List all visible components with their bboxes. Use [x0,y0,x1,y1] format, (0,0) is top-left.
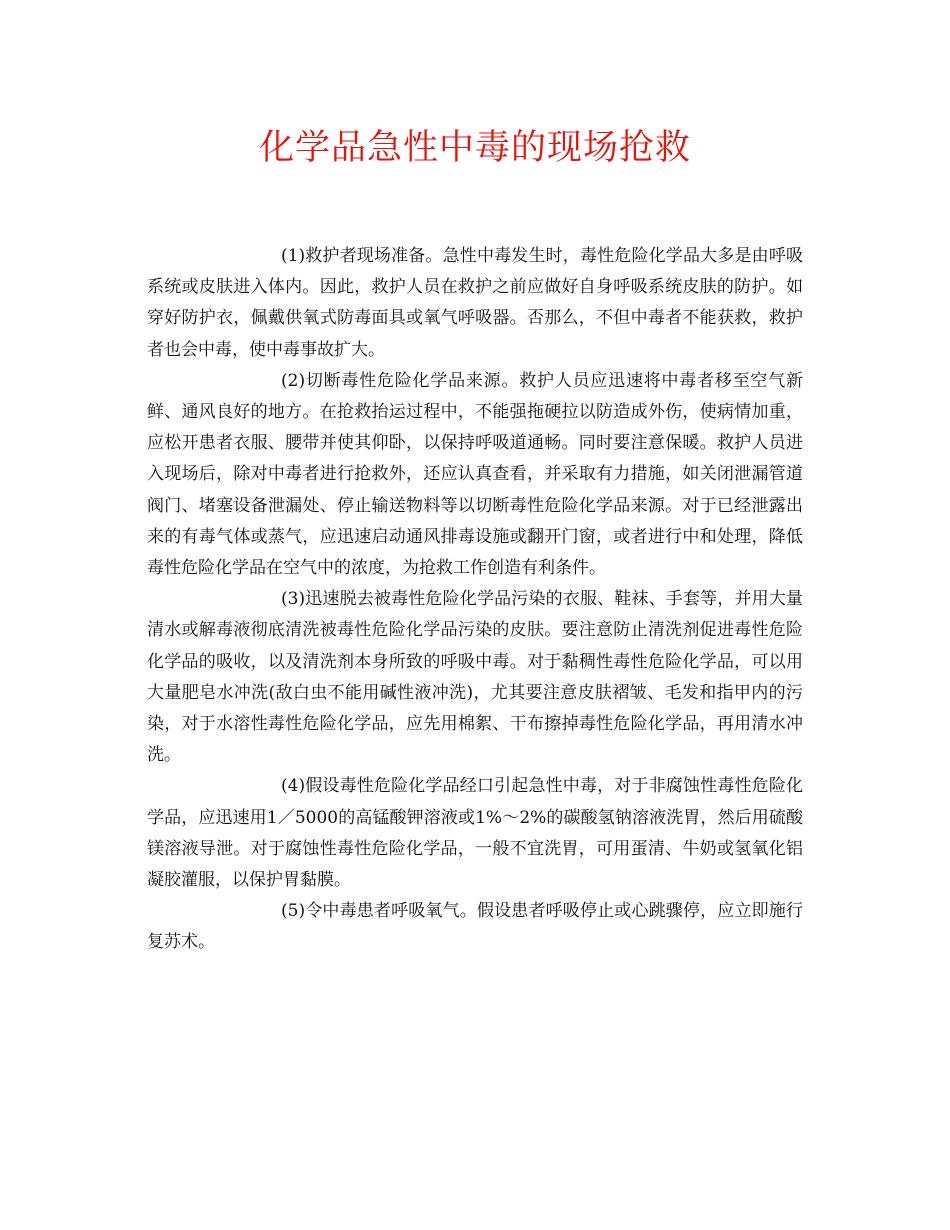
paragraph-4: (4)假设毒性危险化学品经口引起急性中毒，对于非腐蚀性毒性危险化学品，应迅速用1／5000的高锰酸钾溶液或1%～2%的碳酸氢钠溶液洗胃，然后用硫酸镁溶液导泄。对于腐蚀性毒性危险化学品，一般不宜洗胃，可用蛋清、牛奶或氢氧化铝凝胶灌服，以保护胃黏膜。 [147,776,803,891]
paragraph-1: (1)救护者现场准备。急性中毒发生时，毒性危险化学品大多是由呼吸系统或皮肤进入体内。因此，救护人员在救护之前应做好自身呼吸系统皮肤的防护。如 穿好防护衣，佩戴供氧式防毒面具或氧气呼吸器。否那么，不但中毒者不能获救，救护者也会中毒，使中毒事故扩大。 [147,246,803,360]
paragraph-2: (2)切断毒性危险化学品来源。救护人员应迅速将中毒者移至空气新鲜、通风良好的地方。在抢救抬运过程中，不能强拖硬拉以防造成外伤，使病情加重，应松开患者衣服、腰带并使其仰卧，以保持呼吸道通畅。同时要注意保暖。救护人员进入现场后，除对中毒者进行抢救外，还应认真查看，并采取有力措施，如关闭泄漏管道阀门、堵塞设备泄漏处、停止输送物料等以切断毒性危险化学品来源。对于已经泄露出来的有毒气体或蒸气，应迅速启动通风排毒设施或翻开门窗，或者进行中和处理，降低毒性危险化学品在空气中的浓度，为抢救工作创造有利条件。 [147,370,803,579]
document-title: 化学品急性中毒的现场抢救 [258,128,691,168]
paragraph-3: (3)迅速脱去被毒性危险化学品污染的衣服、鞋袜、手套等，并用大量清水或解毒液彻底清洗被毒性危险化学品污染的皮肤。要注意防止清洗剂促进毒性危险化学品的吸收，以及清洗剂本身所致的呼吸中毒。对于黏稠性毒性危险化学品，可以用大量肥皂水冲洗(敌白虫不能用碱性液冲洗)，尤其要注意皮肤褶皱、毛发和指甲内的污染，对于水溶性毒性危险化学品，应先用棉絮、干布擦掉毒性危险化学品，再用清水冲洗。 [147,589,803,766]
paragraph-5: (5)令中毒患者呼吸氧气。假设患者呼吸停止或心跳骤停，应立即施行复苏术。 [147,901,803,953]
document-body [147,241,803,959]
